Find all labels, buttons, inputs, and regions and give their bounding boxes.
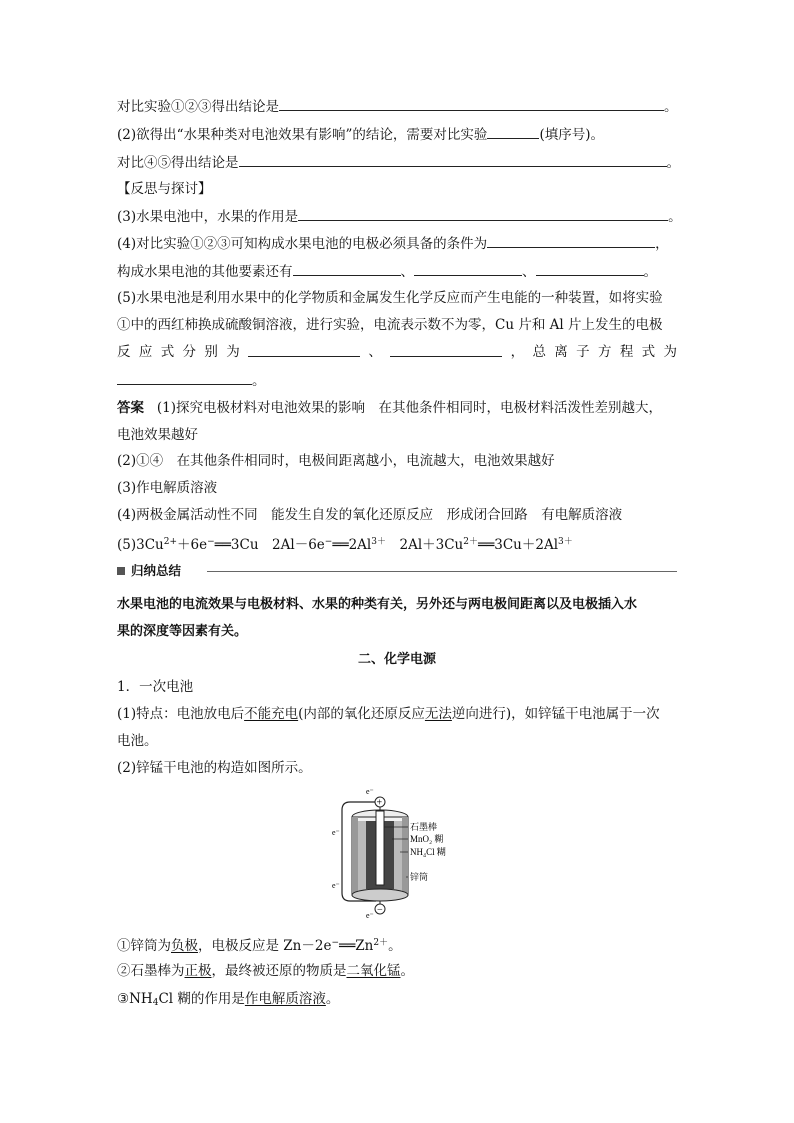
sup: 2＋ (373, 938, 389, 948)
q4-text: (4)对比实验①②③可知构成水果电池的电极必须具备的条件为 (117, 236, 488, 252)
q4-part-b (117, 261, 657, 282)
underlined-text: 二氧化锰 (346, 963, 401, 979)
q2-text: (2)欲得出“水果种类对电池效果有影响”的结论，需要对比实验 (117, 127, 488, 143)
answer-blank (487, 124, 539, 139)
q3-text: (3)水果电池中，水果的作用是 (117, 209, 299, 225)
char: 为 (226, 344, 240, 360)
text: ①锌筒为 (117, 938, 171, 954)
char: 子 (576, 344, 590, 360)
underlined-text: 负极 (171, 938, 198, 954)
q2-end: (填序号)。 (539, 127, 604, 143)
answer-blank (536, 261, 644, 276)
feature-line-1 (117, 704, 660, 724)
structure-line: (2)锌锰干电池的构造如图所示。 (117, 760, 312, 776)
answer-blank (390, 342, 502, 357)
electron-label-bottom: e⁻ (366, 911, 374, 920)
point-2 (117, 961, 414, 981)
q5-line-4 (117, 370, 266, 391)
punct: 。 (643, 264, 657, 280)
char: 应 (138, 344, 153, 360)
minus-sign: − (377, 904, 383, 916)
summary-title: 归纳总结 (131, 563, 182, 578)
q5-line-2: ①中的西红柿换成硫酸铜溶液，进行实验，电流表示数不为零，Cu 片和 Al 片上发生的电极 (117, 317, 663, 333)
text: Cl 糊的作用是 (158, 991, 245, 1007)
answer-line-5 (117, 532, 573, 555)
eq: ══3Cu 2Al－6e (214, 537, 325, 553)
q4b-text: 构成水果电池的其他要素还有 (117, 264, 293, 280)
text: 。 (400, 963, 414, 979)
eq: 2Al＋3Cu (385, 537, 464, 553)
char: 程 (619, 344, 634, 360)
answer-line-4: (4)两极金属活动性不同 能发生自发的氧化还原反应 形成闭合回路 有电解质溶液 (117, 507, 623, 523)
plus-sign: + (376, 797, 383, 809)
punct: 。 (664, 99, 678, 115)
char: 为 (663, 344, 677, 360)
text: 逆向进行)，如锌锰干电池属于一次 (451, 706, 660, 722)
feature-line-2: 电池。 (117, 733, 158, 749)
section-heading: 二、化学电源 (357, 652, 436, 667)
point-3 (117, 989, 339, 1013)
graphite-rod (376, 811, 384, 885)
answer-label: 答案 (117, 400, 144, 416)
summary-line-2: 果的深度等因素有关。 (117, 624, 248, 639)
electron-label-left-2: e⁻ (332, 881, 340, 890)
q2-part-b (117, 152, 680, 173)
electron-label-left-1: e⁻ (332, 828, 340, 837)
underlined-text: 不能充电 (244, 706, 299, 722)
punct: 。 (666, 155, 680, 171)
char: 式 (160, 344, 175, 360)
label-zinc-can: 锌筒 (410, 872, 429, 882)
q1-continuation (117, 96, 678, 117)
answer-line-1 (117, 398, 662, 418)
separator: 、 (368, 344, 382, 360)
divider-rule (207, 571, 677, 572)
answer-blank (239, 152, 667, 167)
answer-blank (414, 261, 522, 276)
text: ②石墨棒为 (117, 963, 185, 979)
answer-blank (117, 370, 252, 385)
answer-line-2: (2)①④ 在其他条件相同时，电极间距离越小，电流越大，电池效果越好 (117, 453, 555, 469)
label-nh4cl-paste: NH₄Cl 糊 (410, 847, 446, 857)
point-1 (117, 933, 402, 956)
char: 总 (532, 344, 546, 360)
subsection-heading: 1．一次电池 (117, 679, 194, 695)
sup: 3＋ (558, 537, 573, 547)
answer-blank (298, 206, 668, 221)
text: ，电极反应是 Zn－2e (198, 938, 332, 954)
q4 (117, 233, 669, 254)
underlined-text: 作电解质溶液 (244, 991, 326, 1007)
text: ③NH (117, 991, 153, 1007)
sub: 4 (152, 998, 159, 1008)
text: 。 (325, 991, 340, 1007)
text: (内部的氧化还原反应 (298, 706, 425, 722)
reflect-title: 【反思与探讨】 (117, 181, 212, 197)
answer-text: (1)探究电极材料对电池效果的影响 在其他条件相同时，电极材料活泼性差别越大， (156, 400, 662, 416)
summary-line-1: 水果电池的电流效果与电极材料、水果的种类有关，另外还与两电极间距离以及电极插入水 (117, 597, 638, 612)
separator: 、 (400, 264, 414, 280)
square-bullet-icon (117, 567, 125, 575)
char: 式 (641, 344, 656, 360)
answer-line-1b: 电池效果越好 (117, 427, 198, 443)
q2 (117, 124, 604, 145)
underlined-text: 正极 (184, 963, 212, 979)
char: ， (510, 344, 525, 360)
punct: ， (655, 236, 669, 252)
answer-blank (279, 96, 664, 111)
char: 反 (117, 344, 131, 360)
punct: 。 (668, 209, 682, 225)
answer-line-3: (3)作电解质溶液 (117, 480, 218, 496)
char: 离 (554, 344, 568, 360)
sup: 2+ (163, 537, 178, 547)
char: 分 (182, 344, 197, 360)
text: (1)特点：电池放电后 (117, 706, 245, 722)
sup: 2＋ (463, 537, 478, 547)
q2b-text: 对比④⑤得出结论是 (117, 155, 239, 171)
q3 (117, 206, 682, 227)
sup: − (324, 537, 333, 547)
q5-line-3 (117, 342, 677, 362)
answer-blank (293, 261, 401, 276)
eq: (5)3Cu (117, 537, 164, 553)
answer-blank (248, 342, 360, 357)
char: 方 (597, 344, 612, 360)
summary-divider (117, 564, 677, 578)
electron-label-top: e⁻ (366, 787, 374, 796)
zinc-manganese-battery-diagram (330, 785, 465, 920)
separator: 、 (522, 264, 536, 280)
sup: 3＋ (371, 537, 386, 547)
eq: ══3Cu＋2Al (478, 537, 559, 553)
sup: − (207, 537, 215, 547)
text: ══Zn (339, 938, 374, 954)
q1-text: 对比实验①②③得出结论是 (117, 99, 279, 115)
label-mno2-paste: MnO₂ 糊 (410, 834, 444, 844)
punct: 。 (252, 373, 266, 389)
sup: − (331, 938, 339, 948)
eq: ＋6e (177, 537, 208, 553)
text: ，最终被还原的物质是 (211, 963, 347, 979)
q5-line-1: (5)水果电池是利用水果中的化学物质和金属发生化学反应而产生电能的一种装置，如将实验 (117, 290, 663, 306)
text: 。 (388, 938, 402, 954)
eq: ══2Al (332, 537, 372, 553)
label-graphite-rod: 石墨棒 (410, 822, 438, 832)
underlined-text: 无法 (424, 706, 452, 722)
answer-blank (487, 233, 655, 248)
char: 别 (204, 344, 218, 360)
